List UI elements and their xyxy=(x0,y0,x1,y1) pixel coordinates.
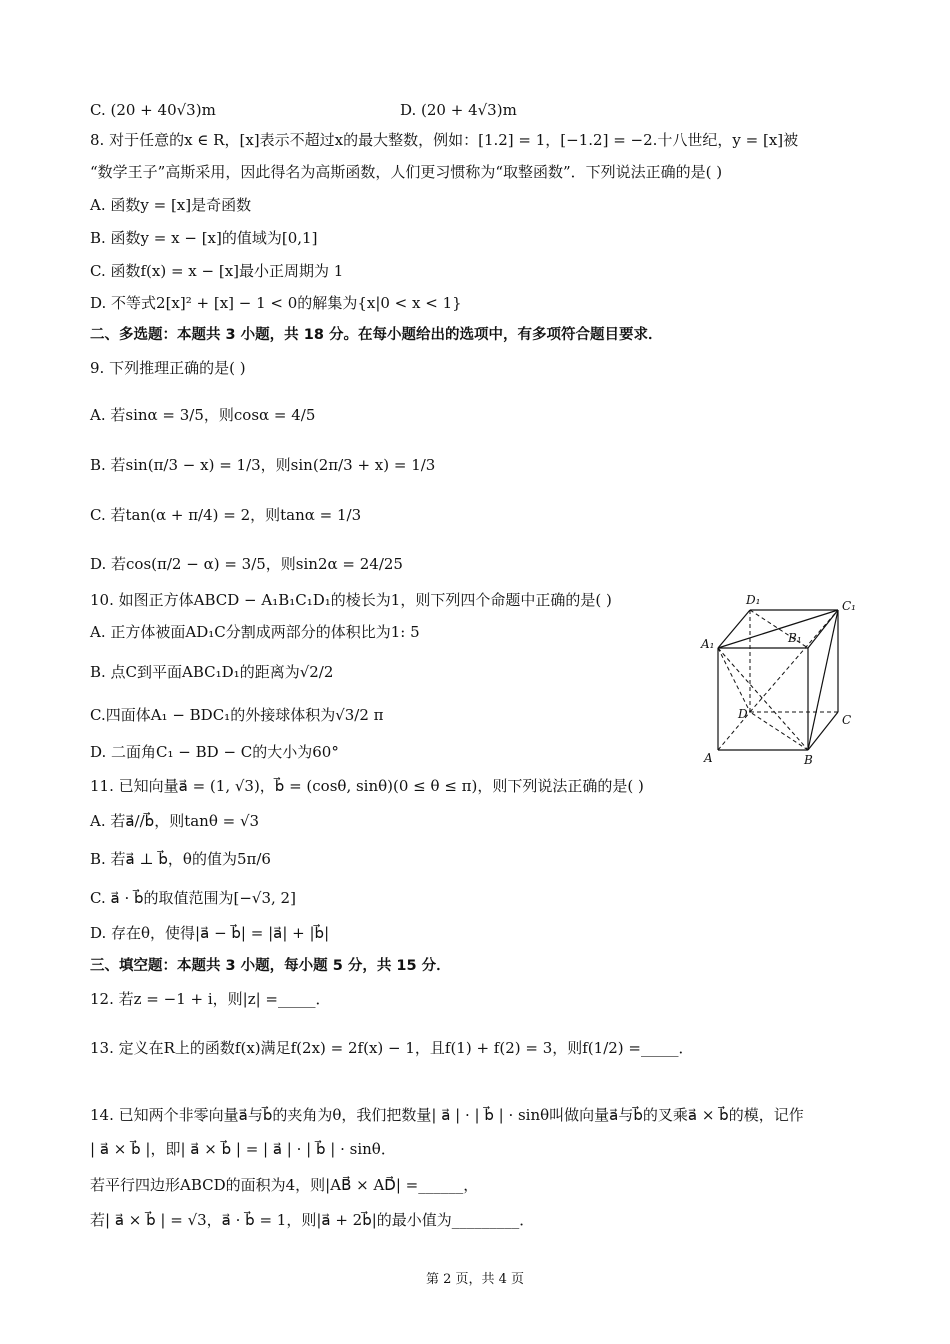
q10-option-b: B. 点C到平面ABC₁D₁的距离为√2/2 xyxy=(90,663,334,681)
edge-a1-d1 xyxy=(718,610,750,648)
q14-line1: 14. 已知两个非零向量a⃗与b⃗的夹角为θ，我们把数量| a⃗ | · | b⃗ | · sinθ叫做向量a⃗与b⃗的叉乘a⃗ × b⃗的模，记作 xyxy=(90,1106,804,1124)
label-d: D xyxy=(738,707,748,721)
label-b: B xyxy=(804,753,813,767)
section-3-heading: 三、填空题：本题共 3 小题，每小题 5 分，共 15 分． xyxy=(90,958,451,974)
q12: 12. 若z = −1 + i，则|z| =_____． xyxy=(90,990,331,1008)
q10-option-c: C.四面体A₁ − BDC₁的外接球体积为√3/2 π xyxy=(90,706,384,724)
q8-stem-line2: “数学王子”高斯采用，因此得名为高斯函数，人们更习惯称为“取整函数”．下列说法正确的是( ) xyxy=(90,163,723,181)
q14-line3: 若平行四边形ABCD的面积为4，则|AB⃗ × AD⃗| =______， xyxy=(90,1176,479,1194)
q8-option-b: B. 函数y = x − [x]的值域为[0,1] xyxy=(90,229,318,247)
section-2-heading: 二、多选题：本题共 3 小题，共 18 分。在每小题给出的选项中，有多项符合题目要求． xyxy=(90,327,663,343)
q9-option-d: D. 若cos(π/2 − α) = 3/5，则sin2α = 24/25 xyxy=(90,555,403,573)
q7-option-d: D. (20 + 4√3)m xyxy=(400,101,517,119)
page-footer: 第 2 页，共 4 页 xyxy=(425,1272,525,1287)
q14-line4: 若| a⃗ × b⃗ | = √3，a⃗ · b⃗ = 1，则|a⃗ + 2b⃗|的最小值为_________． xyxy=(90,1211,535,1229)
cube-figure xyxy=(700,590,870,770)
q10-option-d: D. 二面角C₁ − BD − C的大小为60° xyxy=(90,743,339,761)
q7-option-c: C. (20 + 40√3)m xyxy=(90,101,216,119)
q9-option-c: C. 若tan(α + π/4) = 2，则tanα = 1/3 xyxy=(90,506,362,524)
diag-b-c1 xyxy=(808,610,838,750)
diag-a1-b xyxy=(718,648,808,750)
label-a1: A₁ xyxy=(701,637,715,651)
q11-option-b: B. 若a⃗ ⊥ b⃗，θ的值为5π/6 xyxy=(90,850,271,868)
q10-option-a: A. 正方体被面AD₁C分割成两部分的体积比为1: 5 xyxy=(90,623,420,641)
diag-d-c1 xyxy=(750,610,838,712)
q8-stem-line1: 8. 对于任意的x ∈ R，[x]表示不超过x的最大整数，例如：[1.2] = 1，[−1.2] = −2.十八世纪，y = [x]被 xyxy=(90,131,799,149)
label-b1: B₁ xyxy=(788,631,802,645)
diag-a1-d xyxy=(718,648,750,712)
q9-stem: 9. 下列推理正确的是( ) xyxy=(90,359,246,377)
label-a: A xyxy=(704,751,713,765)
label-c1: C₁ xyxy=(842,599,856,613)
diag-a1-c1 xyxy=(718,610,838,648)
q9-option-a: A. 若sinα = 3/5，则cosα = 4/5 xyxy=(90,406,316,424)
q13: 13. 定义在R上的函数f(x)满足f(2x) = 2f(x) − 1，且f(1) + f(2) = 3，则f(1/2) =_____． xyxy=(90,1039,694,1057)
q10-stem: 10. 如图正方体ABCD − A₁B₁C₁D₁的棱长为1，则下列四个命题中正确的是( ) xyxy=(90,591,612,609)
q11-option-a: A. 若a⃗//b⃗，则tanθ = √3 xyxy=(90,812,260,830)
q14-line2: | a⃗ × b⃗ |，即| a⃗ × b⃗ | = | a⃗ | · | b⃗ | · sinθ． xyxy=(90,1140,396,1158)
q9-option-b: B. 若sin(π/3 − x) = 1/3，则sin(2π/3 + x) = 1/3 xyxy=(90,456,436,474)
q8-option-d: D. 不等式2[x]² + [x] − 1 < 0的解集为{x|0 < x < 1} xyxy=(90,294,462,312)
q11-option-d: D. 存在θ，使得|a⃗ − b⃗| = |a⃗| + |b⃗| xyxy=(90,924,330,942)
q8-option-c: C. 函数f(x) = x − [x]最小正周期为 1 xyxy=(90,262,344,280)
q8-option-a: A. 函数y = [x]是奇函数 xyxy=(90,196,252,214)
label-d1: D₁ xyxy=(746,593,761,607)
label-c: C xyxy=(842,713,852,727)
q11-stem: 11. 已知向量a⃗ = (1, √3)，b⃗ = (cosθ, sinθ)(0 ≤ θ ≤ π)，则下列说法正确的是( ) xyxy=(90,777,644,795)
q11-option-c: C. a⃗ · b⃗的取值范围为[−√3, 2] xyxy=(90,889,296,907)
